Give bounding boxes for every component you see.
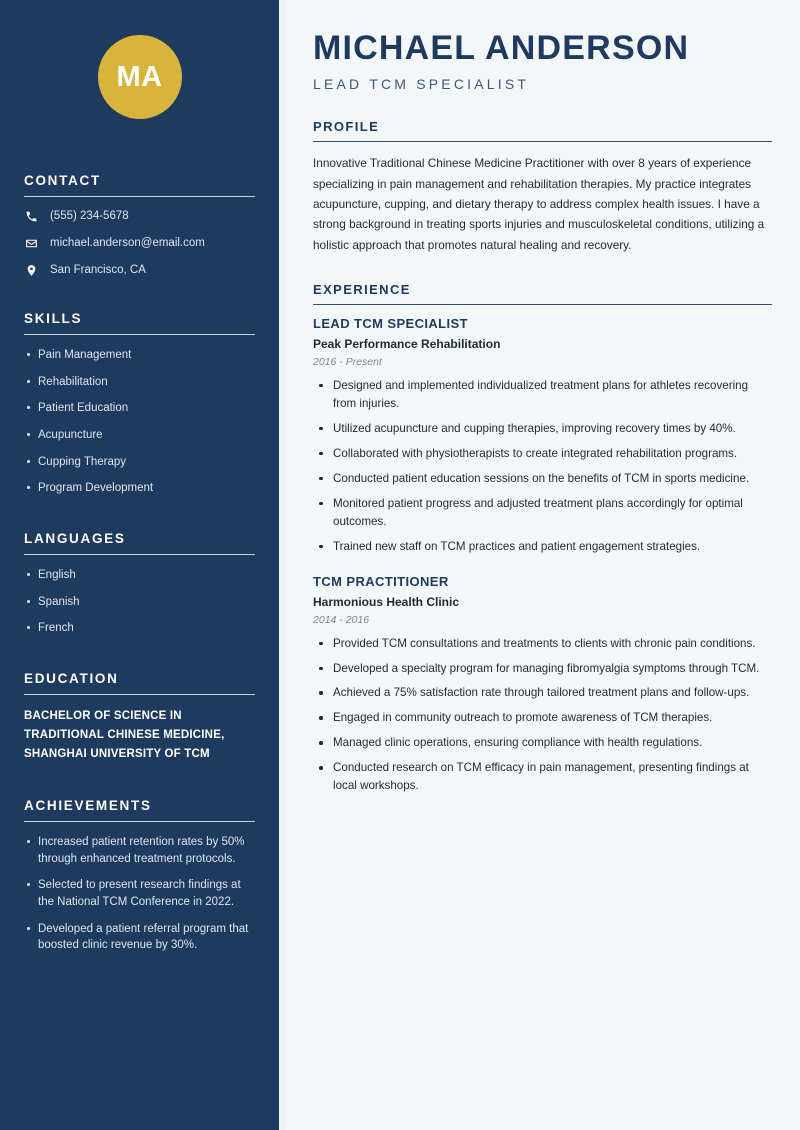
profile-heading: PROFILE [313, 119, 380, 135]
languages-heading: LANGUAGES [24, 531, 126, 547]
list-item: Pain Management [24, 347, 255, 364]
achievements-divider [24, 821, 255, 822]
list-item: Selected to present research findings at the National TCM Conference in 2022. [24, 877, 255, 910]
avatar-container [24, 0, 255, 119]
job-company: Peak Performance Rehabilitation [313, 336, 501, 351]
list-item: Developed a specialty program for managing fibromyalgia symptoms through TCM. [313, 660, 772, 678]
list-item: Conducted research on TCM efficacy in pain management, presenting findings at local workshops. [313, 759, 772, 795]
list-item: Increased patient retention rates by 50% through enhanced treatment protocols. [24, 834, 255, 867]
profile-text: Innovative Traditional Chinese Medicine Practitioner with over 8 years of experience specializing in pain management and rehabilitation therapies. My practice integrates acupuncture, cupping, and dietary therapy to address complex health issues. I have a strong background in treating sports injuries and musculoskeletal conditions, utilizing a holistic approach that promotes natural healing and recovery. [313, 156, 765, 252]
contact-phone-value: (555) 234-5678 [50, 210, 129, 222]
map-pin-icon [24, 263, 38, 277]
experience-entry [313, 574, 772, 796]
achievements-list [24, 834, 255, 954]
avatar: MA [98, 35, 182, 119]
profile-section [313, 119, 772, 254]
job-dates: 2016 - Present [313, 355, 382, 368]
job-role: TCM PRACTITIONER [313, 573, 449, 589]
job-company: Harmonious Health Clinic [313, 594, 460, 609]
contact-location-value: San Francisco, CA [50, 264, 146, 276]
languages-list [24, 567, 255, 637]
experience-heading: EXPERIENCE [313, 281, 411, 297]
languages-section [24, 531, 255, 637]
main-content [285, 0, 800, 1130]
education-heading: EDUCATION [24, 671, 119, 687]
list-item: Engaged in community outreach to promote awareness of TCM therapies. [313, 709, 772, 727]
contact-item-email[interactable] [24, 236, 255, 250]
job-dates: 2014 - 2016 [313, 613, 370, 626]
list-item: Program Development [24, 480, 255, 497]
contact-heading: CONTACT [24, 173, 101, 188]
job-bullet-list [313, 635, 772, 796]
profile-divider [313, 141, 772, 142]
skills-divider [24, 334, 255, 335]
contact-section [24, 173, 255, 277]
contact-item-phone[interactable] [24, 209, 255, 223]
phone-icon [24, 209, 38, 223]
list-item: Trained new staff on TCM practices and patient engagement strategies. [313, 538, 772, 556]
list-item: Developed a patient referral program that boosted clinic revenue by 30%. [24, 921, 255, 954]
list-item: Utilized acupuncture and cupping therapies, improving recovery times by 40%. [313, 420, 772, 438]
experience-divider [313, 304, 772, 305]
experience-entry [313, 316, 772, 556]
list-item: Collaborated with physiotherapists to create integrated rehabilitation programs. [313, 445, 772, 463]
job-bullet-list [313, 377, 772, 556]
list-item: Patient Education [24, 400, 255, 417]
skills-list [24, 347, 255, 497]
envelope-icon [24, 236, 38, 250]
list-item: Provided TCM consultations and treatments to clients with chronic pain conditions. [313, 635, 772, 653]
education-section [24, 671, 255, 764]
page-title: MICHAEL ANDERSON [313, 29, 690, 67]
list-item: Designed and implemented individualized treatment plans for athletes recovering from injuries. [313, 377, 772, 413]
sidebar [0, 0, 279, 1130]
experience-section [313, 282, 772, 796]
list-item: Cupping Therapy [24, 454, 255, 471]
skills-section [24, 311, 255, 497]
contact-email-value: michael.anderson@email.com [50, 237, 205, 249]
list-item: Conducted patient education sessions on the benefits of TCM in sports medicine. [313, 470, 772, 488]
list-item: Achieved a 75% satisfaction rate through tailored treatment plans and follow-ups. [313, 684, 772, 702]
skills-heading: SKILLS [24, 311, 83, 326]
achievements-heading: ACHIEVEMENTS [24, 797, 152, 813]
list-item: Spanish [24, 594, 255, 611]
languages-divider [24, 554, 255, 555]
list-item: English [24, 567, 255, 584]
achievements-section [24, 798, 255, 954]
education-divider [24, 694, 255, 695]
list-item: Acupuncture [24, 427, 255, 444]
list-item: Monitored patient progress and adjusted treatment plans accordingly for optimal outcomes. [313, 495, 772, 531]
professional-title: LEAD TCM SPECIALIST [313, 76, 530, 93]
list-item: Managed clinic operations, ensuring compliance with health regulations. [313, 734, 772, 752]
education-degree: BACHELOR OF SCIENCE IN TRADITIONAL CHINESE MEDICINE, SHANGHAI UNIVERSITY OF TCM [24, 710, 225, 760]
list-item: French [24, 620, 255, 637]
contact-item-location[interactable] [24, 263, 255, 277]
list-item: Rehabilitation [24, 374, 255, 391]
job-role: LEAD TCM SPECIALIST [313, 315, 468, 331]
contact-divider [24, 196, 255, 197]
